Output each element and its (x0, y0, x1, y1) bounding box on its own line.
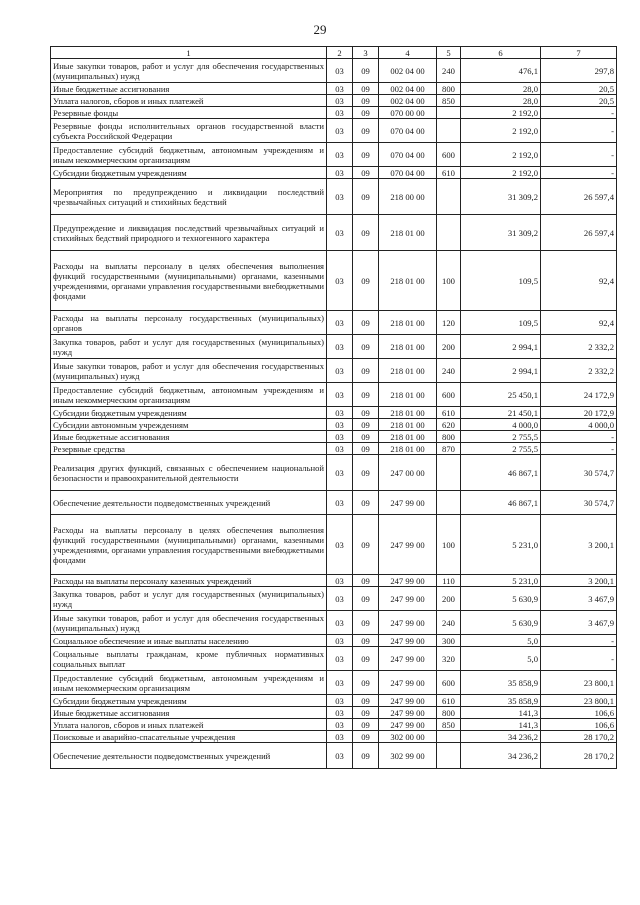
table-row (51, 95, 617, 107)
amount-1: 5,0 (461, 647, 541, 671)
subsection-code: 09 (353, 83, 379, 95)
section-code: 03 (327, 731, 353, 743)
amount-1: 34 236,2 (461, 731, 541, 743)
section-code: 03 (327, 143, 353, 167)
amount-1: 46 867,1 (461, 491, 541, 515)
expense-type-code: 320 (437, 647, 461, 671)
budget-table (50, 46, 617, 769)
subsection-code: 09 (353, 443, 379, 455)
section-code: 03 (327, 431, 353, 443)
amount-2: 20 172,9 (541, 407, 617, 419)
amount-1: 28,0 (461, 83, 541, 95)
expense-name: Расходы на выплаты персоналу в целях обеспечения выполнения функций государственными (муниципальными) органами, казенными учреждениями, органами управления государственными внебюджетными фондами (51, 515, 327, 575)
amount-2: 3 200,1 (541, 575, 617, 587)
target-article-code: 218 00 00 (379, 179, 437, 215)
target-article-code: 218 01 00 (379, 335, 437, 359)
section-code: 03 (327, 647, 353, 671)
subsection-code: 09 (353, 59, 379, 83)
target-article-code: 247 99 00 (379, 611, 437, 635)
amount-1: 2 755,5 (461, 431, 541, 443)
table-row (51, 215, 617, 251)
amount-2: - (541, 635, 617, 647)
expense-name: Резервные средства (51, 443, 327, 455)
subsection-code: 09 (353, 707, 379, 719)
amount-2: 30 574,7 (541, 455, 617, 491)
subsection-code: 09 (353, 119, 379, 143)
section-code: 03 (327, 491, 353, 515)
section-code: 03 (327, 119, 353, 143)
expense-name: Субсидии бюджетным учреждениям (51, 407, 327, 419)
expense-type-code: 600 (437, 143, 461, 167)
amount-2: 297,8 (541, 59, 617, 83)
expense-name: Уплата налогов, сборов и иных платежей (51, 719, 327, 731)
target-article-code: 218 01 00 (379, 419, 437, 431)
expense-name: Предоставление субсидий бюджетным, автономным учреждениям и иным некоммерческим организациям (51, 383, 327, 407)
section-code: 03 (327, 743, 353, 769)
target-article-code: 247 99 00 (379, 491, 437, 515)
amount-2: - (541, 167, 617, 179)
expense-type-code: 100 (437, 515, 461, 575)
amount-2: 30 574,7 (541, 491, 617, 515)
expense-type-code (437, 119, 461, 143)
table-row (51, 575, 617, 587)
expense-type-code: 800 (437, 707, 461, 719)
expense-name: Субсидии бюджетным учреждениям (51, 695, 327, 707)
section-code: 03 (327, 407, 353, 419)
expense-type-code: 610 (437, 407, 461, 419)
table-row (51, 671, 617, 695)
expense-type-code: 240 (437, 59, 461, 83)
subsection-code: 09 (353, 743, 379, 769)
section-code: 03 (327, 455, 353, 491)
target-article-code: 247 99 00 (379, 671, 437, 695)
subsection-code: 09 (353, 215, 379, 251)
section-code: 03 (327, 515, 353, 575)
amount-2: 26 597,4 (541, 179, 617, 215)
expense-type-code (437, 215, 461, 251)
table-row (51, 335, 617, 359)
expense-name: Иные бюджетные ассигнования (51, 83, 327, 95)
expense-name: Обеспечение деятельности подведомственных учреждений (51, 743, 327, 769)
amount-2: 20,5 (541, 83, 617, 95)
target-article-code: 247 99 00 (379, 587, 437, 611)
section-code: 03 (327, 419, 353, 431)
section-code: 03 (327, 575, 353, 587)
section-code: 03 (327, 107, 353, 119)
subsection-code: 09 (353, 335, 379, 359)
subsection-code: 09 (353, 455, 379, 491)
expense-name: Иные закупки товаров, работ и услуг для обеспечения государственных (муниципальных) нужд (51, 59, 327, 83)
target-article-code: 247 99 00 (379, 719, 437, 731)
table-row (51, 407, 617, 419)
target-article-code: 218 01 00 (379, 443, 437, 455)
expense-name: Иные закупки товаров, работ и услуг для обеспечения государственных (муниципальных) нужд (51, 359, 327, 383)
target-article-code: 218 01 00 (379, 215, 437, 251)
expense-type-code: 850 (437, 719, 461, 731)
amount-1: 35 858,9 (461, 695, 541, 707)
amount-2: 3 200,1 (541, 515, 617, 575)
table-row (51, 431, 617, 443)
expense-name: Субсидии автономным учреждениям (51, 419, 327, 431)
amount-1: 35 858,9 (461, 671, 541, 695)
amount-2: - (541, 107, 617, 119)
amount-2: 24 172,9 (541, 383, 617, 407)
table-row (51, 719, 617, 731)
table-body (51, 59, 617, 769)
table-row (51, 443, 617, 455)
section-code: 03 (327, 59, 353, 83)
expense-type-code: 240 (437, 359, 461, 383)
section-code: 03 (327, 707, 353, 719)
section-code: 03 (327, 443, 353, 455)
column-header: 2 (327, 47, 353, 59)
expense-name: Мероприятия по предупреждению и ликвидации последствий чрезвычайных ситуаций и стихийных бедствий (51, 179, 327, 215)
expense-name: Социальные выплаты гражданам, кроме публичных нормативных социальных выплат (51, 647, 327, 671)
amount-1: 31 309,2 (461, 179, 541, 215)
section-code: 03 (327, 179, 353, 215)
table-row (51, 251, 617, 311)
amount-1: 141,3 (461, 707, 541, 719)
target-article-code: 247 99 00 (379, 647, 437, 671)
target-article-code: 218 01 00 (379, 383, 437, 407)
table-header-row (51, 47, 617, 59)
amount-1: 2 192,0 (461, 107, 541, 119)
column-header: 7 (541, 47, 617, 59)
column-header: 6 (461, 47, 541, 59)
target-article-code: 247 99 00 (379, 707, 437, 719)
subsection-code: 09 (353, 251, 379, 311)
subsection-code: 09 (353, 407, 379, 419)
amount-1: 21 450,1 (461, 407, 541, 419)
table-row (51, 179, 617, 215)
target-article-code: 070 04 00 (379, 143, 437, 167)
expense-type-code: 120 (437, 311, 461, 335)
expense-name: Предоставление субсидий бюджетным, автономным учреждениям и иным некоммерческим организациям (51, 143, 327, 167)
amount-2: 3 467,9 (541, 587, 617, 611)
column-header: 4 (379, 47, 437, 59)
target-article-code: 218 01 00 (379, 407, 437, 419)
expense-name: Закупка товаров, работ и услуг для государственных (муниципальных) нужд (51, 335, 327, 359)
subsection-code: 09 (353, 359, 379, 383)
expense-type-code: 240 (437, 611, 461, 635)
amount-2: 92,4 (541, 311, 617, 335)
amount-2: - (541, 443, 617, 455)
section-code: 03 (327, 83, 353, 95)
expense-name: Уплата налогов, сборов и иных платежей (51, 95, 327, 107)
expense-type-code (437, 179, 461, 215)
subsection-code: 09 (353, 179, 379, 215)
amount-1: 5 231,0 (461, 515, 541, 575)
amount-1: 109,5 (461, 311, 541, 335)
section-code: 03 (327, 671, 353, 695)
column-header: 1 (51, 47, 327, 59)
expense-name: Расходы на выплаты персоналу в целях обеспечения выполнения функций государственными (муниципальными) органами, казенными учреждениями, органами управления государственными внебюджетными фондами (51, 251, 327, 311)
subsection-code: 09 (353, 575, 379, 587)
section-code: 03 (327, 335, 353, 359)
table-row (51, 635, 617, 647)
expense-name: Предупреждение и ликвидация последствий чрезвычайных ситуаций и стихийных бедствий природного и техногенного характера (51, 215, 327, 251)
expense-name: Иные закупки товаров, работ и услуг для обеспечения государственных (муниципальных) нужд (51, 611, 327, 635)
section-code: 03 (327, 587, 353, 611)
section-code: 03 (327, 611, 353, 635)
amount-1: 4 000,0 (461, 419, 541, 431)
subsection-code: 09 (353, 419, 379, 431)
amount-1: 34 236,2 (461, 743, 541, 769)
section-code: 03 (327, 167, 353, 179)
amount-2: 26 597,4 (541, 215, 617, 251)
target-article-code: 247 99 00 (379, 575, 437, 587)
target-article-code: 302 00 00 (379, 731, 437, 743)
expense-name: Предоставление субсидий бюджетным, автономным учреждениям и иным некоммерческим организациям (51, 671, 327, 695)
amount-1: 25 450,1 (461, 383, 541, 407)
subsection-code: 09 (353, 671, 379, 695)
subsection-code: 09 (353, 587, 379, 611)
subsection-code: 09 (353, 167, 379, 179)
table-row (51, 731, 617, 743)
amount-2: - (541, 431, 617, 443)
expense-type-code: 610 (437, 167, 461, 179)
expense-type-code: 110 (437, 575, 461, 587)
amount-2: 4 000,0 (541, 419, 617, 431)
subsection-code: 09 (353, 647, 379, 671)
subsection-code: 09 (353, 719, 379, 731)
subsection-code: 09 (353, 383, 379, 407)
section-code: 03 (327, 719, 353, 731)
section-code: 03 (327, 251, 353, 311)
expense-name: Субсидии бюджетным учреждениям (51, 167, 327, 179)
amount-2: 2 332,2 (541, 335, 617, 359)
expense-name: Резервные фонды исполнительных органов государственной власти субъекта Российской Федерации (51, 119, 327, 143)
expense-type-code (437, 743, 461, 769)
subsection-code: 09 (353, 611, 379, 635)
page-number: 29 (313, 22, 327, 37)
expense-type-code: 800 (437, 83, 461, 95)
amount-1: 5 231,0 (461, 575, 541, 587)
expense-name: Иные бюджетные ассигнования (51, 707, 327, 719)
expense-type-code: 300 (437, 635, 461, 647)
expense-name: Поисковые и аварийно-спасательные учреждения (51, 731, 327, 743)
amount-1: 5 630,9 (461, 587, 541, 611)
expense-name: Закупка товаров, работ и услуг для государственных (муниципальных) нужд (51, 587, 327, 611)
section-code: 03 (327, 359, 353, 383)
expense-name: Социальное обеспечение и иные выплаты населению (51, 635, 327, 647)
amount-2: 28 170,2 (541, 743, 617, 769)
expense-name: Расходы на выплаты персоналу казенных учреждений (51, 575, 327, 587)
expense-type-code: 600 (437, 671, 461, 695)
amount-2: - (541, 647, 617, 671)
target-article-code: 002 04 00 (379, 59, 437, 83)
table-row (51, 119, 617, 143)
amount-1: 2 994,1 (461, 335, 541, 359)
amount-2: - (541, 143, 617, 167)
expense-type-code (437, 107, 461, 119)
target-article-code: 218 01 00 (379, 311, 437, 335)
target-article-code: 070 04 00 (379, 119, 437, 143)
column-header: 5 (437, 47, 461, 59)
expense-type-code (437, 491, 461, 515)
amount-1: 5 630,9 (461, 611, 541, 635)
table-row (51, 611, 617, 635)
expense-type-code: 200 (437, 587, 461, 611)
subsection-code: 09 (353, 695, 379, 707)
table-row (51, 587, 617, 611)
amount-1: 31 309,2 (461, 215, 541, 251)
table-row (51, 707, 617, 719)
expense-name: Реализация других функций, связанных с обеспечением национальной безопасности и правоохранительной деятельности (51, 455, 327, 491)
amount-1: 46 867,1 (461, 455, 541, 491)
expense-type-code (437, 731, 461, 743)
section-code: 03 (327, 695, 353, 707)
table-row (51, 59, 617, 83)
section-code: 03 (327, 635, 353, 647)
amount-1: 476,1 (461, 59, 541, 83)
target-article-code: 002 04 00 (379, 83, 437, 95)
amount-2: 106,6 (541, 719, 617, 731)
amount-1: 2 192,0 (461, 119, 541, 143)
table-row (51, 647, 617, 671)
amount-2: 20,5 (541, 95, 617, 107)
table-row (51, 311, 617, 335)
section-code: 03 (327, 215, 353, 251)
table-row (51, 695, 617, 707)
expense-type-code: 870 (437, 443, 461, 455)
table-row (51, 143, 617, 167)
amount-2: 2 332,2 (541, 359, 617, 383)
expense-type-code (437, 455, 461, 491)
target-article-code: 002 04 00 (379, 95, 437, 107)
expense-type-code: 200 (437, 335, 461, 359)
amount-1: 2 755,5 (461, 443, 541, 455)
amount-2: - (541, 119, 617, 143)
subsection-code: 09 (353, 515, 379, 575)
subsection-code: 09 (353, 731, 379, 743)
expense-type-code: 620 (437, 419, 461, 431)
target-article-code: 070 00 00 (379, 107, 437, 119)
amount-1: 2 192,0 (461, 143, 541, 167)
expense-type-code: 600 (437, 383, 461, 407)
amount-2: 23 800,1 (541, 671, 617, 695)
table-row (51, 167, 617, 179)
amount-1: 2 192,0 (461, 167, 541, 179)
target-article-code: 247 99 00 (379, 515, 437, 575)
table-row (51, 455, 617, 491)
table-row (51, 107, 617, 119)
amount-1: 141,3 (461, 719, 541, 731)
expense-name: Расходы на выплаты персоналу государственных (муниципальных) органов (51, 311, 327, 335)
target-article-code: 218 01 00 (379, 431, 437, 443)
target-article-code: 247 00 00 (379, 455, 437, 491)
target-article-code: 247 99 00 (379, 635, 437, 647)
amount-1: 2 994,1 (461, 359, 541, 383)
subsection-code: 09 (353, 311, 379, 335)
table-row (51, 359, 617, 383)
column-header: 3 (353, 47, 379, 59)
table-row (51, 419, 617, 431)
target-article-code: 218 01 00 (379, 359, 437, 383)
table-row (51, 743, 617, 769)
amount-2: 106,6 (541, 707, 617, 719)
target-article-code: 302 99 00 (379, 743, 437, 769)
expense-type-code: 850 (437, 95, 461, 107)
expense-type-code: 610 (437, 695, 461, 707)
expense-name: Обеспечение деятельности подведомственных учреждений (51, 491, 327, 515)
subsection-code: 09 (353, 143, 379, 167)
subsection-code: 09 (353, 491, 379, 515)
amount-2: 28 170,2 (541, 731, 617, 743)
target-article-code: 070 04 00 (379, 167, 437, 179)
subsection-code: 09 (353, 635, 379, 647)
target-article-code: 247 99 00 (379, 695, 437, 707)
expense-name: Резервные фонды (51, 107, 327, 119)
amount-1: 5,0 (461, 635, 541, 647)
expense-name: Иные бюджетные ассигнования (51, 431, 327, 443)
amount-2: 23 800,1 (541, 695, 617, 707)
target-article-code: 218 01 00 (379, 251, 437, 311)
subsection-code: 09 (353, 431, 379, 443)
table-row (51, 491, 617, 515)
table-row (51, 383, 617, 407)
amount-1: 109,5 (461, 251, 541, 311)
amount-2: 92,4 (541, 251, 617, 311)
table-row (51, 515, 617, 575)
subsection-code: 09 (353, 107, 379, 119)
subsection-code: 09 (353, 95, 379, 107)
amount-1: 28,0 (461, 95, 541, 107)
expense-type-code: 800 (437, 431, 461, 443)
section-code: 03 (327, 311, 353, 335)
section-code: 03 (327, 95, 353, 107)
amount-2: 3 467,9 (541, 611, 617, 635)
table-row (51, 83, 617, 95)
expense-type-code: 100 (437, 251, 461, 311)
section-code: 03 (327, 383, 353, 407)
